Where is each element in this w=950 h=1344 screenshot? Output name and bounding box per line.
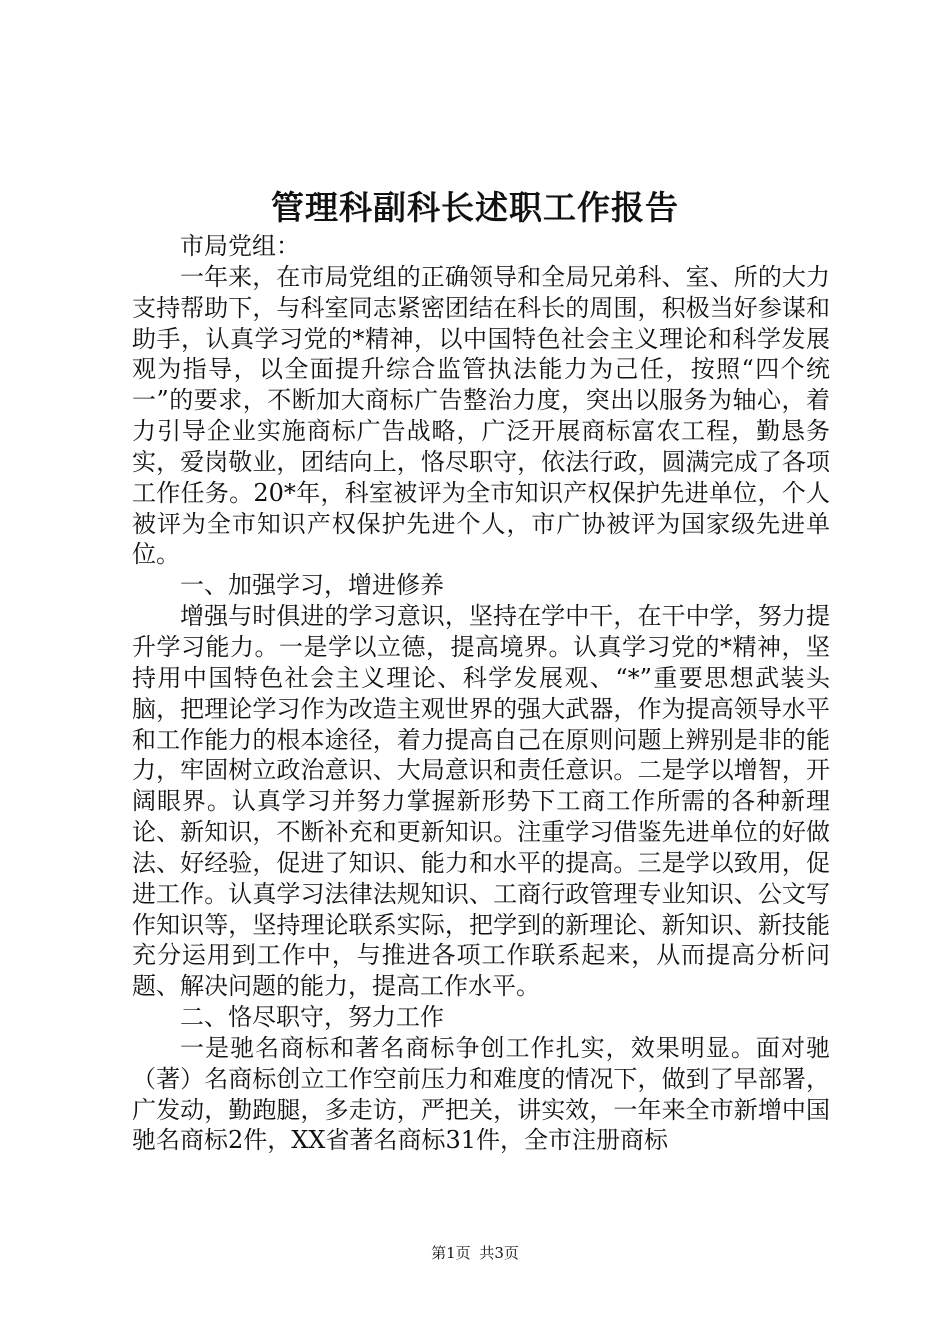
- document-title: 管理科副科长述职工作报告: [271, 188, 679, 227]
- section-heading-2: 二、恪尽职守，努力工作: [180, 1003, 444, 1032]
- document-body: [132, 231, 830, 1156]
- section-paragraph-1: 增强与时俱进的学习意识，坚持在学中干，在干中学，努力提升学习能力。一是学以立德，提高境界。认真学习党的*精神，坚持用中国特色社会主义理论、科学发展观、“*”重要思想武装头脑，把理论学习作为改造主观世界的强大武器，作为提高领导水平和工作能力的根本途径，着力提高自己在原则问题上辨别是非的能力，牢固树立政治意识、大局意识和责任意识。二是学以增智，开阔眼界。认真学习并努力掌握新形势下工商工作所需的各种新理论、新知识，不断补充和更新知识。注重学习借鉴先进单位的好做法、好经验，促进了知识、能力和水平的提高。三是学以致用，促进工作。认真学习法律法规知识、工商行政管理专业知识、公文写作知识等，坚持理论联系实际，把学到的新理论、新知识、新技能充分运用到工作中，与推进各项工作联系起来，从而提高分析问题、解决问题的能力，提高工作水平。: [132, 602, 830, 1001]
- section-paragraph-2: 一是驰名商标和著名商标争创工作扎实，效果明显。面对驰（著）名商标创立工作空前压力和难度的情况下，做到了早部署，广发动，勤跑腿，多走访，严把关，讲实效，一年来全市新增中国驰名商标2件，XX省著名商标31件，全市注册商标: [132, 1033, 830, 1155]
- page-footer: [0, 1243, 950, 1263]
- section-heading-1: 一、加强学习，增进修养: [180, 571, 444, 600]
- salutation: 市局党组：: [180, 232, 300, 260]
- intro-paragraph: 一年来，在市局党组的正确领导和全局兄弟科、室、所的大力支持帮助下，与科室同志紧密团结在科长的周围，积极当好参谋和助手，认真学习党的*精神，以中国特色社会主义理论和科学发展观为指导，以全面提升综合监管执法能力为己任，按照“四个统一”的要求，不断加大商标广告整治力度，突出以服务为轴心，着力引导企业实施商标广告战略，广泛开展商标富农工程，勤恳务实，爱岗敬业，团结向上，恪尽职守，依法行政，圆满完成了各项工作任务。20*年，科室被评为全市知识产权保护先进单位，个人被评为全市知识产权保护先进个人，市广协被评为国家级先进单位。: [132, 262, 830, 569]
- page-number: 第1页: [431, 1244, 471, 1262]
- page-total: 共3页: [479, 1244, 519, 1262]
